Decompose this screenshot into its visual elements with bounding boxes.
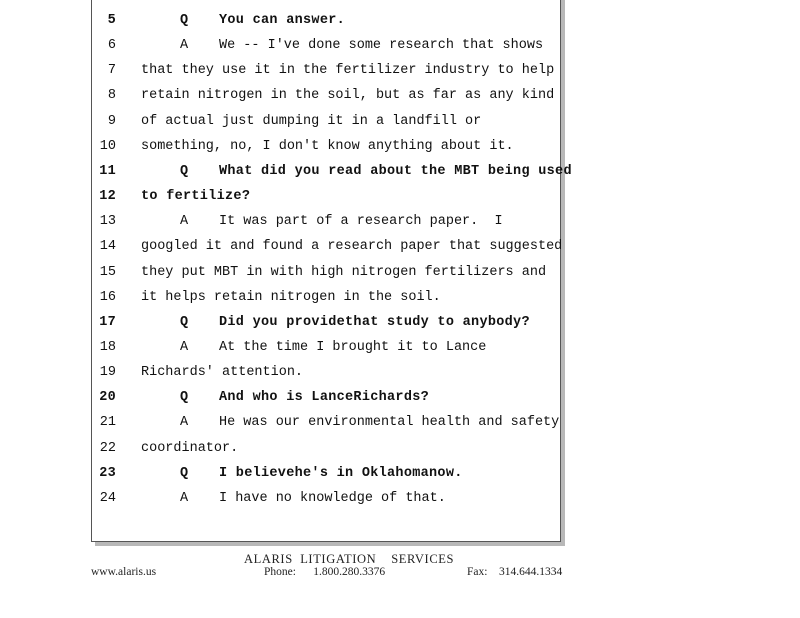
footer-fax: Fax: 314.644.1334 bbox=[467, 566, 563, 578]
question-marker: Q bbox=[180, 390, 189, 406]
line-text: to fertilize? bbox=[141, 189, 251, 205]
transcript-line bbox=[92, 186, 562, 208]
transcript-line bbox=[92, 312, 562, 334]
line-number: 16 bbox=[99, 289, 116, 305]
line-text: I have no knowledge of that. bbox=[219, 490, 446, 506]
line-text: something, no, I don't know anything about it. bbox=[141, 138, 514, 154]
line-text: And who is LanceRichards? bbox=[219, 390, 430, 406]
line-number: 6 bbox=[107, 38, 116, 54]
line-number: 8 bbox=[107, 88, 116, 104]
transcript-line bbox=[92, 85, 562, 107]
answer-marker: A bbox=[180, 490, 189, 506]
transcript-line bbox=[92, 35, 562, 57]
line-text: Did you providethat study to anybody? bbox=[219, 314, 530, 330]
line-number: 7 bbox=[107, 63, 116, 79]
line-number: 22 bbox=[99, 440, 116, 456]
line-number: 21 bbox=[99, 415, 116, 431]
question-marker: Q bbox=[180, 465, 189, 481]
line-number: 23 bbox=[99, 465, 116, 481]
line-text: coordinator. bbox=[141, 440, 239, 456]
transcript-line bbox=[92, 362, 562, 384]
line-text: At the time I brought it to Lance bbox=[219, 339, 487, 355]
line-text: What did you read about the MBT being used bbox=[219, 163, 572, 179]
line-number: 10 bbox=[99, 138, 116, 154]
line-text: I believehe's in Oklahomanow. bbox=[219, 465, 463, 481]
transcript-line bbox=[92, 211, 562, 233]
line-number: 17 bbox=[99, 314, 116, 330]
transcript-page bbox=[91, 0, 572, 542]
transcript-line bbox=[92, 236, 562, 258]
transcript-line bbox=[92, 387, 562, 409]
answer-marker: A bbox=[180, 415, 189, 431]
answer-marker: A bbox=[180, 38, 189, 54]
transcript-line bbox=[92, 337, 562, 359]
line-text: Richards' attention. bbox=[141, 365, 304, 381]
line-text: We -- I've done some research that shows bbox=[219, 38, 544, 54]
answer-marker: A bbox=[180, 214, 189, 230]
line-text: of actual just dumping it in a landfill or bbox=[141, 113, 482, 129]
line-number: 5 bbox=[107, 13, 116, 28]
line-number: 9 bbox=[107, 113, 116, 129]
line-number: 11 bbox=[99, 163, 116, 179]
line-number: 19 bbox=[99, 365, 116, 381]
transcript-line bbox=[92, 488, 562, 510]
line-text: He was our environmental health and safety bbox=[219, 415, 560, 431]
line-text: it helps retain nitrogen in the soil. bbox=[141, 289, 441, 305]
transcript-line bbox=[92, 287, 562, 309]
line-text: It was part of a research paper. I bbox=[219, 214, 503, 230]
line-text: that they use it in the fertilizer industry to help bbox=[141, 63, 555, 79]
line-text: googled it and found a research paper that suggested bbox=[141, 239, 563, 255]
transcript-line bbox=[92, 10, 562, 32]
footer-phone: Phone: 1.800.280.3376 bbox=[264, 566, 386, 578]
line-number: 18 bbox=[99, 339, 116, 355]
footer-website: www.alaris.us bbox=[91, 566, 157, 578]
question-marker: Q bbox=[180, 163, 189, 179]
transcript-line bbox=[92, 136, 562, 158]
line-number: 13 bbox=[99, 214, 116, 230]
transcript-line bbox=[92, 262, 562, 284]
line-number: 12 bbox=[99, 189, 116, 205]
transcript-line bbox=[92, 463, 562, 485]
transcript-line bbox=[92, 60, 562, 82]
question-marker: Q bbox=[180, 314, 189, 330]
line-text: they put MBT in with high nitrogen fertilizers and bbox=[141, 264, 547, 280]
transcript-line bbox=[92, 161, 572, 183]
line-number: 14 bbox=[99, 239, 116, 255]
transcript-line bbox=[92, 111, 562, 133]
line-number: 20 bbox=[99, 390, 116, 406]
question-marker: Q bbox=[180, 13, 189, 28]
line-number: 24 bbox=[99, 490, 116, 506]
transcript-line bbox=[92, 412, 562, 434]
answer-marker: A bbox=[180, 339, 189, 355]
transcript-line bbox=[92, 438, 562, 460]
line-text: You can answer. bbox=[219, 13, 346, 28]
line-number: 15 bbox=[99, 264, 116, 280]
footer-company: ALARIS LITIGATION SERVICES bbox=[244, 552, 455, 566]
line-text: retain nitrogen in the soil, but as far as any kind bbox=[141, 88, 555, 104]
